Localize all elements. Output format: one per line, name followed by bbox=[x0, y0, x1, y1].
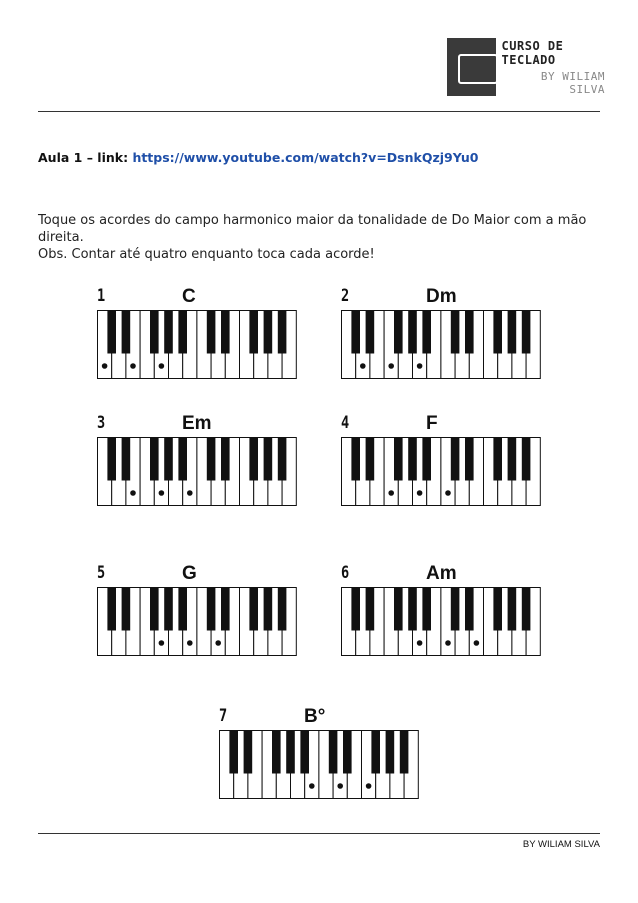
black-key bbox=[422, 311, 431, 354]
black-key bbox=[150, 588, 159, 631]
black-key bbox=[394, 311, 403, 354]
footer-divider bbox=[38, 833, 600, 834]
black-key bbox=[272, 731, 281, 774]
black-key bbox=[329, 731, 338, 774]
black-key bbox=[221, 588, 230, 631]
black-key bbox=[249, 438, 258, 481]
piano-keyboard bbox=[341, 437, 543, 507]
black-key bbox=[164, 438, 173, 481]
chord-number: 6 bbox=[341, 563, 350, 583]
black-key bbox=[249, 311, 258, 354]
note-dot bbox=[388, 490, 394, 496]
note-dot bbox=[215, 640, 221, 646]
lesson-prefix: Aula 1 – link: bbox=[38, 150, 133, 165]
piano-keyboard bbox=[97, 437, 299, 507]
black-key bbox=[522, 311, 531, 354]
black-key bbox=[408, 438, 417, 481]
black-key bbox=[465, 438, 474, 481]
note-dot bbox=[130, 363, 136, 369]
chord-number: 3 bbox=[97, 413, 106, 433]
chord-name: C bbox=[182, 286, 196, 307]
chord-number: 4 bbox=[341, 413, 350, 433]
note-dot bbox=[337, 783, 343, 789]
black-key bbox=[408, 588, 417, 631]
black-key bbox=[164, 588, 173, 631]
black-key bbox=[366, 311, 375, 354]
black-key bbox=[394, 438, 403, 481]
black-key bbox=[451, 588, 460, 631]
note-dot bbox=[366, 783, 372, 789]
brand-subtitle: BY WILIAM SILVA bbox=[540, 69, 605, 96]
black-key bbox=[278, 311, 287, 354]
black-key bbox=[366, 438, 375, 481]
note-dot bbox=[159, 363, 165, 369]
instruction-note: Obs. Contar até quatro enquanto toca cada acorde! bbox=[38, 247, 375, 262]
black-key bbox=[207, 311, 216, 354]
black-key bbox=[422, 588, 431, 631]
black-key bbox=[178, 438, 187, 481]
black-key bbox=[386, 731, 395, 774]
black-key bbox=[351, 438, 360, 481]
black-key bbox=[178, 588, 187, 631]
black-key bbox=[300, 731, 309, 774]
brand-logo bbox=[447, 38, 605, 96]
black-key bbox=[150, 438, 159, 481]
black-key bbox=[522, 588, 531, 631]
black-key bbox=[408, 311, 417, 354]
piano-keyboard bbox=[97, 310, 299, 380]
note-dot bbox=[187, 640, 193, 646]
footer-credit: BY WILIAM SILVA bbox=[522, 839, 600, 850]
piano-keyboard bbox=[341, 310, 543, 380]
black-key bbox=[107, 311, 116, 354]
black-key bbox=[249, 588, 258, 631]
black-key bbox=[122, 438, 131, 481]
black-key bbox=[107, 588, 116, 631]
note-dot bbox=[388, 363, 394, 369]
black-key bbox=[493, 588, 502, 631]
chord-name: B° bbox=[304, 706, 326, 727]
note-dot bbox=[474, 640, 480, 646]
black-key bbox=[522, 438, 531, 481]
note-dot bbox=[159, 640, 165, 646]
black-key bbox=[107, 438, 116, 481]
chord-number: 7 bbox=[219, 706, 228, 726]
black-key bbox=[229, 731, 238, 774]
instruction-text: Toque os acordes do campo harmonico maior da tonalidade de Do Maior com a mão direita. bbox=[38, 213, 587, 245]
lesson-link[interactable]: https://www.youtube.com/watch?v=DsnkQzj9Yu0 bbox=[132, 150, 479, 165]
chord-name: F bbox=[426, 413, 438, 434]
chord-name: Dm bbox=[426, 286, 457, 307]
black-key bbox=[286, 731, 295, 774]
black-key bbox=[422, 438, 431, 481]
black-key bbox=[343, 731, 352, 774]
note-dot bbox=[360, 363, 366, 369]
black-key bbox=[207, 438, 216, 481]
note-dot bbox=[445, 640, 451, 646]
piano-keyboard bbox=[341, 587, 543, 657]
black-key bbox=[150, 311, 159, 354]
brand-title: CURSO DE TECLADO bbox=[501, 38, 564, 67]
black-key bbox=[178, 311, 187, 354]
black-key bbox=[465, 311, 474, 354]
black-key bbox=[264, 588, 273, 631]
black-key bbox=[207, 588, 216, 631]
black-key bbox=[508, 588, 517, 631]
black-key bbox=[465, 588, 474, 631]
black-key bbox=[351, 588, 360, 631]
note-dot bbox=[417, 640, 423, 646]
chord-number: 1 bbox=[97, 286, 106, 306]
black-key bbox=[508, 438, 517, 481]
chord-number: 2 bbox=[341, 286, 350, 306]
black-key bbox=[278, 438, 287, 481]
note-dot bbox=[130, 490, 136, 496]
piano-keyboard bbox=[219, 730, 421, 800]
piano-keyboard bbox=[97, 587, 299, 657]
black-key bbox=[122, 588, 131, 631]
black-key bbox=[366, 588, 375, 631]
chord-name: Em bbox=[182, 413, 212, 434]
note-dot bbox=[417, 363, 423, 369]
note-dot bbox=[417, 490, 423, 496]
black-key bbox=[451, 438, 460, 481]
note-dot bbox=[159, 490, 165, 496]
black-key bbox=[351, 311, 360, 354]
chord-name: Am bbox=[426, 563, 457, 584]
note-dot bbox=[187, 490, 193, 496]
chord-name: G bbox=[182, 563, 197, 584]
black-key bbox=[264, 311, 273, 354]
note-dot bbox=[102, 363, 108, 369]
black-key bbox=[508, 311, 517, 354]
piano-keys-icon bbox=[447, 38, 496, 96]
black-key bbox=[493, 311, 502, 354]
black-key bbox=[400, 731, 409, 774]
lesson-line bbox=[38, 150, 478, 165]
header-divider bbox=[38, 111, 600, 112]
black-key bbox=[278, 588, 287, 631]
chord-number: 5 bbox=[97, 563, 106, 583]
black-key bbox=[221, 311, 230, 354]
black-key bbox=[244, 731, 253, 774]
black-key bbox=[264, 438, 273, 481]
note-dot bbox=[309, 783, 315, 789]
instructions bbox=[38, 212, 604, 263]
black-key bbox=[164, 311, 173, 354]
black-key bbox=[122, 311, 131, 354]
black-key bbox=[394, 588, 403, 631]
note-dot bbox=[445, 490, 451, 496]
black-key bbox=[371, 731, 380, 774]
black-key bbox=[451, 311, 460, 354]
black-key bbox=[221, 438, 230, 481]
black-key bbox=[493, 438, 502, 481]
